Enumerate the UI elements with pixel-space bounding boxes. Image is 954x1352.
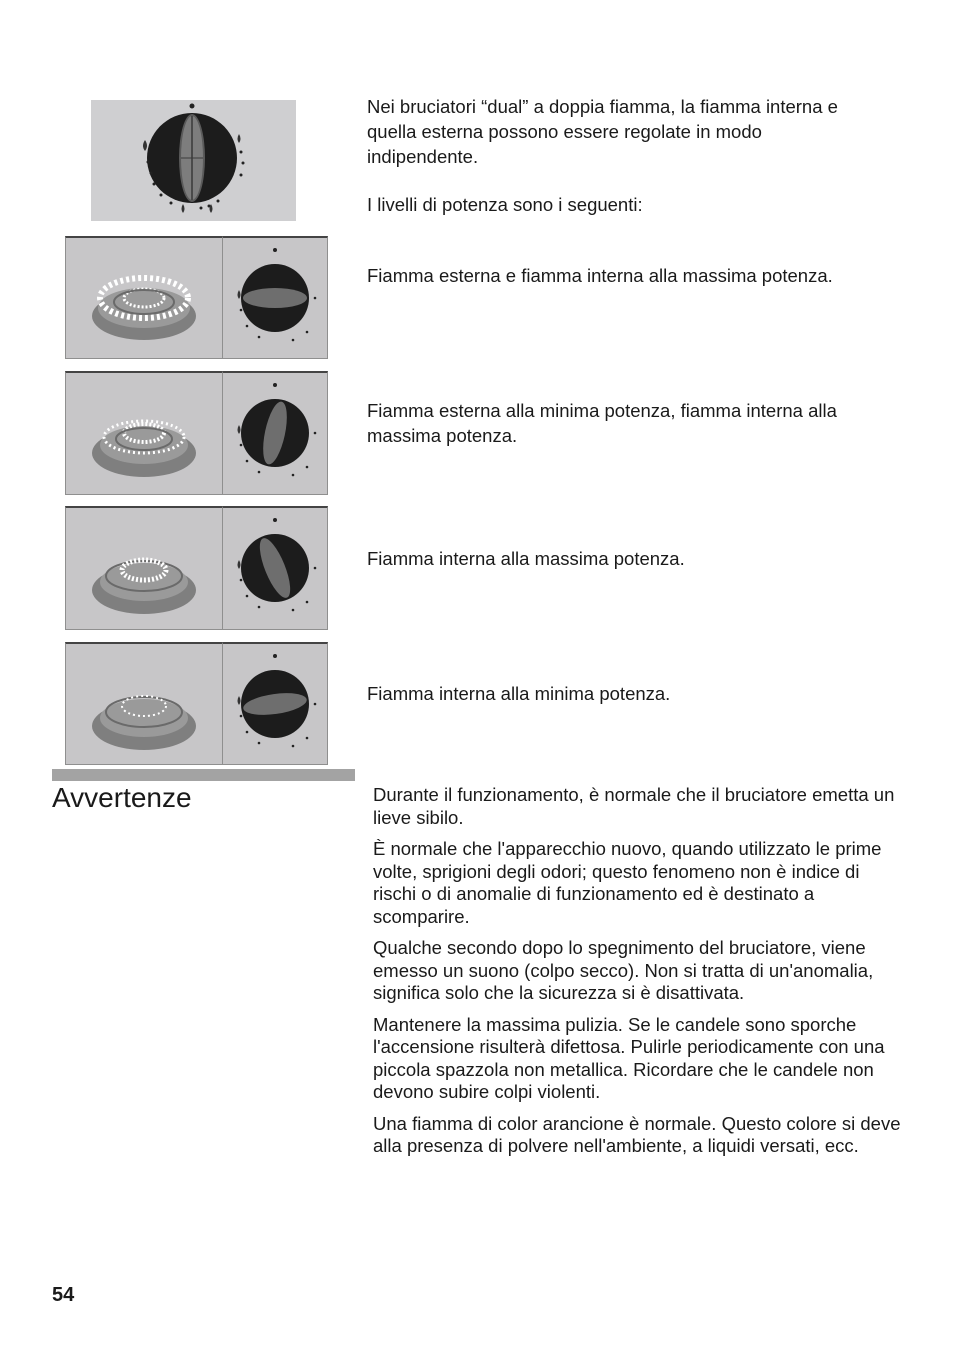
burner-full-flame-icon — [66, 238, 222, 358]
dual-knob-image — [91, 100, 296, 221]
level-description: Fiamma interna alla minima potenza. — [367, 683, 671, 704]
knob-icon — [91, 100, 296, 221]
knob-tilted-icon — [223, 373, 327, 493]
warning-paragraph: Una fiamma di color arancione è normale. Questo colore si deve alla presenza di polvere nell'ambiente, a liquidi versati, ecc. — [373, 1112, 901, 1156]
knob-horizontal-icon — [223, 238, 327, 358]
burner-image — [65, 371, 223, 495]
warning-paragraph: È normale che l'apparecchio nuovo, quando utilizzato le prime volte, sprigioni degli odori; questo fenomeno non è indice di rischi o di anomalie di funzionamento ed è destinato a scomparire. — [373, 838, 882, 927]
intro-paragraph-1: Nei bruciatori “dual” a doppia fiamma, la fiamma interna e quella esterna possono essere regolate in modo indipendente. — [367, 96, 838, 167]
page-number: 54 — [52, 1284, 75, 1306]
burner-image — [65, 236, 223, 359]
knob-horizontal-icon — [223, 644, 327, 764]
knob-image — [222, 506, 328, 630]
knob-tilted-icon — [223, 508, 327, 628]
level-row-3 — [65, 506, 328, 630]
level-description: Fiamma interna alla massima potenza. — [367, 548, 685, 569]
burner-inner-max-flame-icon — [66, 508, 222, 628]
warnings-body — [373, 784, 903, 1158]
level-row-1 — [65, 236, 328, 359]
burner-image — [65, 642, 223, 765]
knob-image — [222, 642, 328, 765]
section-heading: Avvertenze — [52, 782, 192, 813]
warning-paragraph: Durante il funzionamento, è normale che il bruciatore emetta un lieve sibilo. — [373, 784, 895, 828]
level-row-4 — [65, 642, 328, 765]
intro-paragraph-2: I livelli di potenza sono i seguenti: — [367, 194, 643, 215]
level-description: Fiamma esterna alla minima potenza, fiamma interna alla massima potenza. — [367, 400, 837, 446]
knob-image — [222, 371, 328, 495]
knob-image — [222, 236, 328, 359]
section-divider — [52, 769, 355, 781]
burner-image — [65, 506, 223, 630]
level-row-2 — [65, 371, 328, 495]
burner-inner-min-flame-icon — [66, 644, 222, 764]
warning-paragraph: Mantenere la massima pulizia. Se le candele sono sporche l'accensione risulterà difettosa. Pulirle periodicamente con una piccola spazzola non metallica. Ricordare che le candele non devono subire colpi violenti. — [373, 1013, 885, 1102]
burner-min-outer-flame-icon — [66, 373, 222, 493]
warning-paragraph: Qualche secondo dopo lo spegnimento del bruciatore, viene emesso un suono (colpo secco). Non si tratta di un'anomalia, significa solo che la sicurezza si è disattivata. — [373, 937, 874, 1003]
level-description: Fiamma esterna e fiamma interna alla massima potenza. — [367, 265, 833, 286]
